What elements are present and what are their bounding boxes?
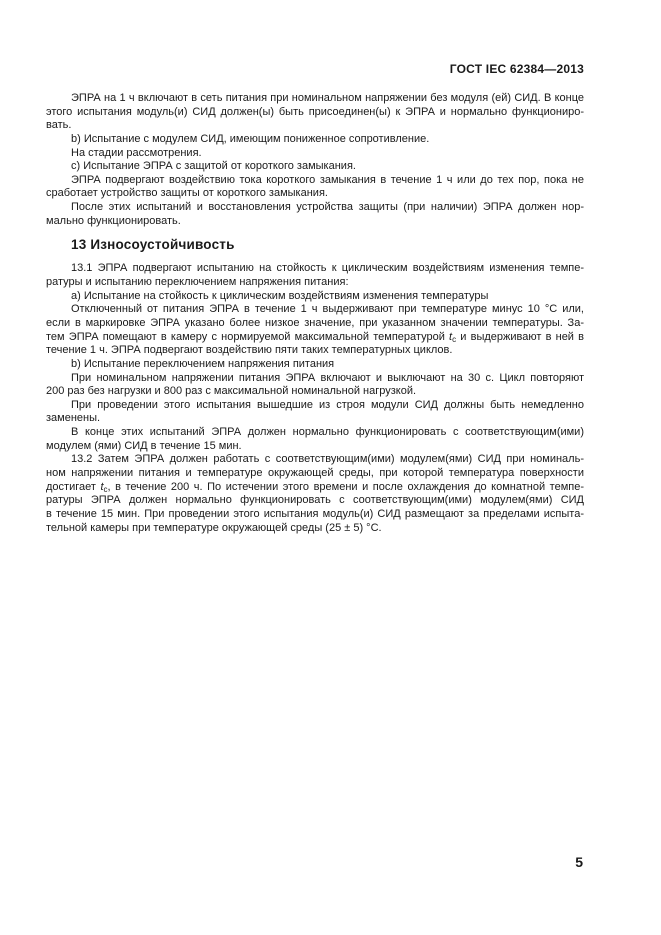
page-number: 5 xyxy=(575,854,583,870)
text-line: ЭПРА на 1 ч включают в сеть питания при номинальном напряжении без модуля (ей) СИД. В конце xyxy=(71,92,584,104)
text-line: модулем (ями) СИД в течение 15 мин. xyxy=(46,439,242,452)
text-line: b) Испытание переключением напряжения питания xyxy=(71,357,335,370)
text-line: При номинальном напряжении питания ЭПРА включают и выключают на 30 с. Цикл повторяют xyxy=(71,371,584,384)
text-line: мально функционировать. xyxy=(46,214,181,227)
text-line: ном напряжении питания и температуре окружающей среды, при которой температура поверхности xyxy=(46,467,584,480)
text-line: если в маркировке ЭПРА указано более низкое значение, при указанном значении температуры. За- xyxy=(46,316,584,329)
text-line: заменены. xyxy=(46,412,101,425)
text-line: a) Испытание на стойкость к циклическим воздействиям изменения температуры xyxy=(71,289,489,302)
text-line: течение 1 ч. ЭПРА подвергают воздействию пяти таких температурных циклов. xyxy=(46,344,453,357)
text-line: сработает устройство защиты от короткого замыкания. xyxy=(46,187,328,200)
text-line: Отключенный от питания ЭПРА в течение 1 ч выдерживают при температуре минус 10 °С или, xyxy=(71,303,584,316)
text-line: При проведении этого испытания вышедшие из строя модули СИД должны быть немедленно xyxy=(71,398,584,411)
text-line: 13.1 ЭПРА подвергают испытанию на стойкость к циклическим воздействиям изменения темпе- xyxy=(71,262,584,275)
text-line: b) Испытание с модулем СИД, имеющим пониженное сопротивление. xyxy=(71,132,430,145)
text-line: 13.2 Затем ЭПРА должен работать с соответствующим(ими) модулем(ями) СИД при номиналь- xyxy=(71,453,584,466)
document-body xyxy=(46,92,584,535)
text-line: В конце этих испытаний ЭПРА должен нормально функционировать с соответствующим(ими) xyxy=(71,426,584,439)
standard-designation-header: ГОСТ IEC 62384—2013 xyxy=(449,62,584,76)
text-line: вать. xyxy=(46,119,72,132)
text-line: ЭПРА подвергают воздействию тока короткого замыкания в течение 1 ч или до тех пор, пока не xyxy=(71,173,584,186)
text-line: достигает $t_c$, в течение 200 ч. По истечении этого времени и после охлаждения до комнатной темпе- xyxy=(46,480,584,494)
text-line: ратуры и испытанию переключением напряжения питания: xyxy=(46,276,349,289)
text-line: После этих испытаний и восстановления устройства защиты (при наличии) ЭПРА должен нор- xyxy=(71,201,584,214)
text-line: 200 раз без нагрузки и 800 раз с максимальной номинальной нагрузкой. xyxy=(46,385,417,398)
text-line: тем ЭПРА помещают в камеру с нормируемой максимальной температурой $t_c$ и выдерживают в ней в xyxy=(46,330,584,344)
text-line: в течение 15 мин. При проведении этого испытания модуль(и) СИД размещают за пределами испыта- xyxy=(46,507,584,520)
section-heading: 13 Износоустойчивость xyxy=(71,237,235,253)
text-line: тельной камеры при температуре окружающей среды (25 ± 5) °С. xyxy=(46,521,382,534)
text-line: c) Испытание ЭПРА с защитой от короткого замыкания. xyxy=(71,160,356,173)
text-line: этого испытания модуль(и) СИД должен(ы) быть присоединен(ы) к ЭПРА и нормально функциониро- xyxy=(46,105,584,118)
text-line: ратуры ЭПРА должен нормально функционировать с соответствующим(ими) модулем(ями) СИД xyxy=(46,494,584,507)
text-line: На стадии рассмотрения. xyxy=(71,146,202,159)
